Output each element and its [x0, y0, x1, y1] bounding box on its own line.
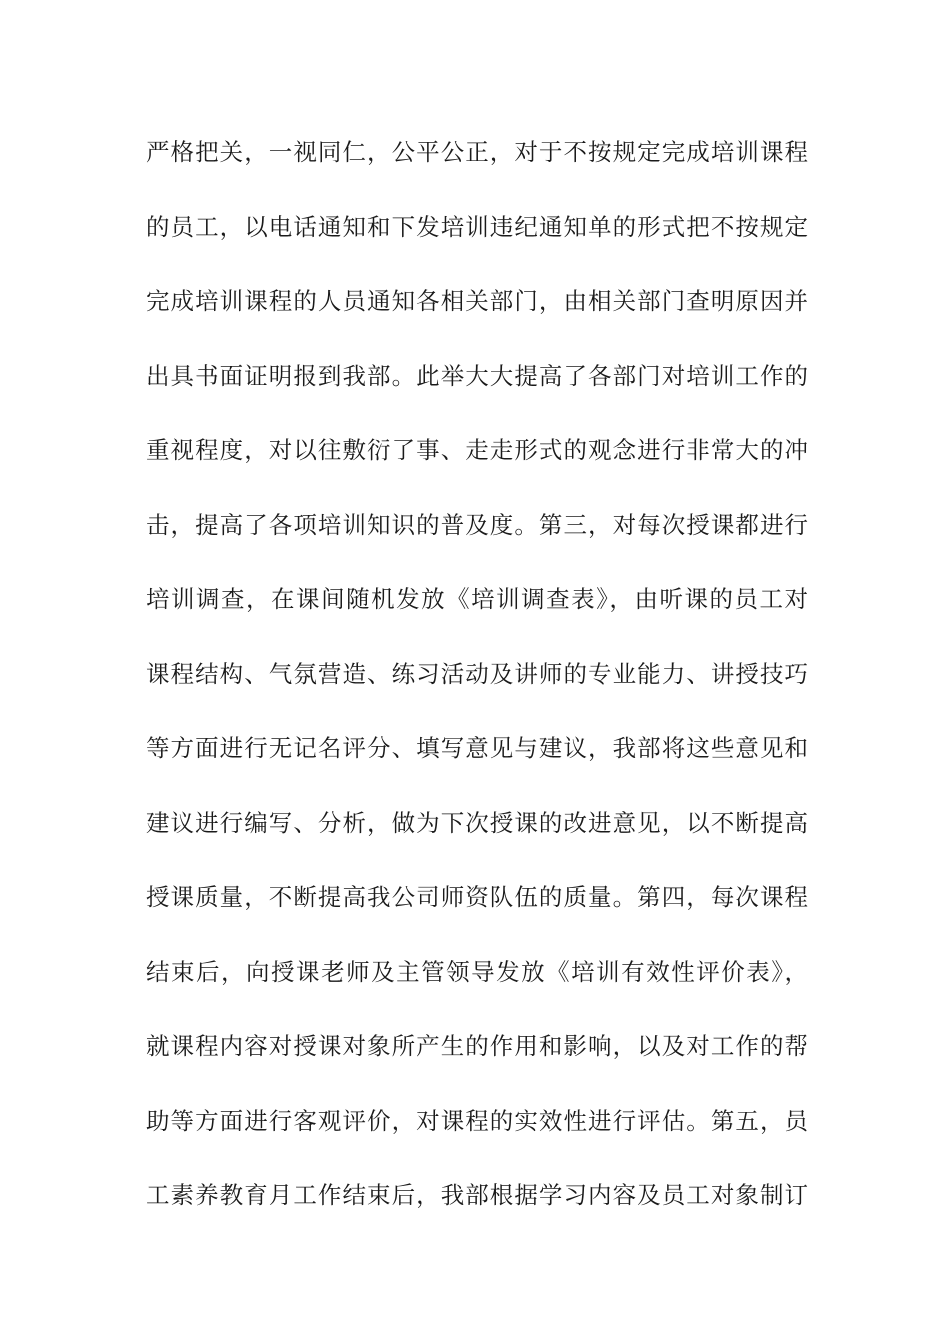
text-line: 等方面进行无记名评分、填写意见与建议，我部将这些意见和: [146, 734, 808, 762]
text-line: 授课质量，不断提高我公司师资队伍的质量。第四，每次课程: [146, 883, 808, 911]
text-line: 课程结构、气氛营造、练习活动及讲师的专业能力、讲授技巧: [146, 659, 808, 688]
text-line: 重视程度，对以往敷衍了事、走走形式的观念进行非常大的冲: [146, 436, 808, 464]
text-line: 的员工，以电话通知和下发培训违纪通知单的形式把不按规定: [146, 212, 808, 241]
text-line: 建议进行编写、分析，做为下次授课的改进意见，以不断提高: [146, 808, 808, 837]
text-line: 培训调查，在课间随机发放《培训调查表》，由听课的员工对: [146, 585, 808, 613]
text-line: 严格把关，一视同仁，公平公正，对于不按规定完成培训课程: [146, 138, 808, 166]
text-line: 工素养教育月工作结束后，我部根据学习内容及员工对象制订: [146, 1181, 808, 1209]
text-line: 完成培训课程的人员通知各相关部门，由相关部门查明原因并: [146, 287, 808, 315]
text-line: 击，提高了各项培训知识的普及度。第三，对每次授课都进行: [146, 510, 808, 539]
body-text: [146, 128, 808, 1246]
text-line: 出具书面证明报到我部。此举大大提高了各部门对培训工作的: [146, 361, 808, 390]
text-line: 结束后，向授课老师及主管领导发放《培训有效性评价表》，: [146, 957, 808, 986]
text-line: 就课程内容对授课对象所产生的作用和影响，以及对工作的帮: [146, 1032, 808, 1060]
text-line: 助等方面进行客观评价，对课程的实效性进行评估。第五，员: [146, 1106, 808, 1135]
